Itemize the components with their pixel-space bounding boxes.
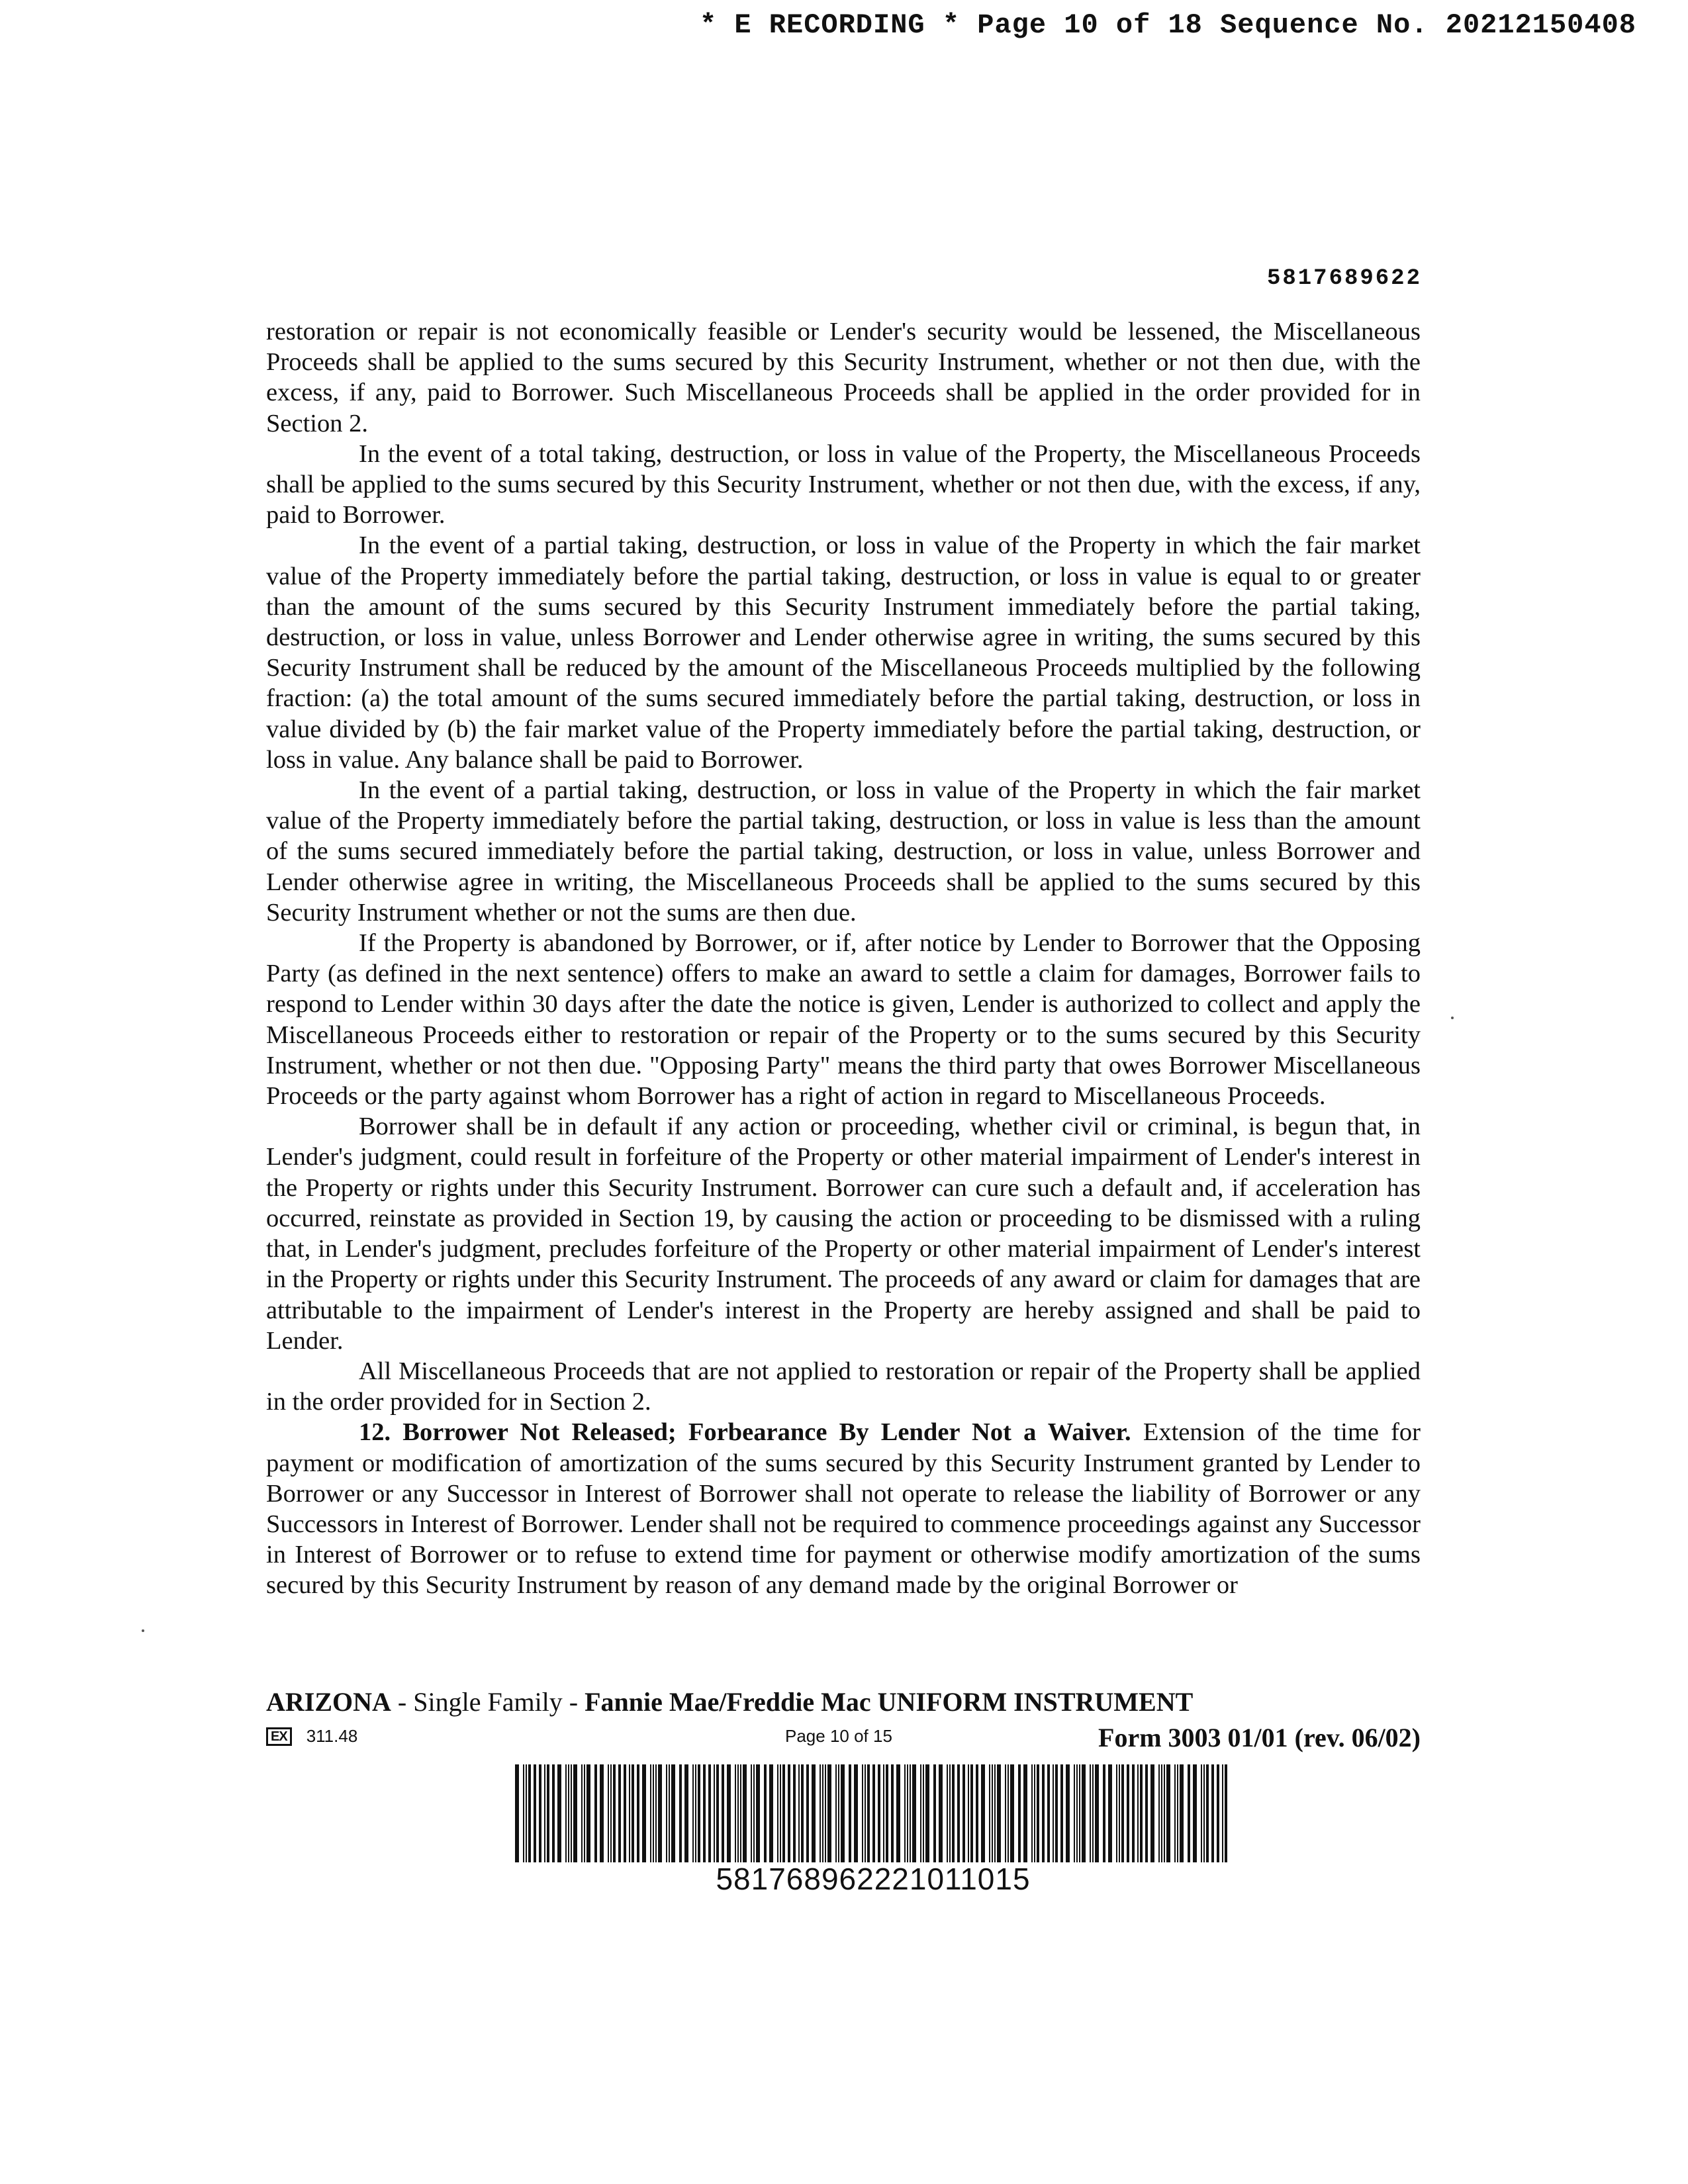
barcode-bar [1066, 1764, 1070, 1862]
barcode-bar [1018, 1764, 1021, 1862]
barcode-bar [571, 1764, 572, 1862]
paragraph-total-taking: In the event of a total taking, destruction, or loss in value of the Property, the Miscellaneous Proceeds shall be applied to the sums secured by this Security Instrument, whether or not then due, with the excess, if any, paid to Borrower. [266, 439, 1421, 529]
barcode-bar [1108, 1764, 1112, 1862]
barcode-bar [1201, 1764, 1202, 1862]
barcode-bar [838, 1764, 839, 1862]
barcode-bar [722, 1764, 724, 1862]
paragraph-abandonment: If the Property is abandoned by Borrower, or if, after notice by Lender to Borrower that the Opposing Party (as defined in the next sentence) offers to make an award to settle a claim for damages, Borrower fails to respond to Lender within 30 days after the date the notice is given, Lender is authorized to collect and apply the Miscellaneous Proceeds either to restoration or repair of the Property or to the sums secured by this Security Instrument, whether or not then due. "Opposing Party" means the third party that owes Borrower Miscellaneous Proceeds or the party against whom Borrower has a right of action in regard to Miscellaneous Proceeds. [266, 929, 1421, 1111]
footer-instrument: Fannie Mae/Freddie Mac UNIFORM INSTRUMENT [585, 1687, 1194, 1717]
barcode-bar [573, 1764, 577, 1862]
barcode-bar [910, 1764, 911, 1862]
barcode-bar [907, 1764, 908, 1862]
barcode-bar [698, 1764, 700, 1862]
barcode-bar [544, 1764, 545, 1862]
footer-form-number: Form 3003 01/01 (rev. 06/02) [1098, 1723, 1421, 1752]
barcode-bar [849, 1764, 851, 1862]
barcode-bar [793, 1764, 796, 1862]
barcode-bar [962, 1764, 965, 1862]
barcode-bar [1047, 1764, 1050, 1862]
barcode-bar [581, 1764, 583, 1862]
barcode-bar [769, 1764, 773, 1862]
barcode-bar [949, 1764, 951, 1862]
section-12-text: Extension of the time for payment or modification of amortization of the sums secured by this Security Instrument granted by Lender to Borrower or any Successor in Interest of Borrower shall not operate to release the liability of Borrower or any Successors in Interest of Borrower. Lender shall not be required to commence proceedings against any Successor in Interest of Borrower or to refuse to extend time for payment or otherwise modify amortization of the sums secured by this Security Instrument by reason of any demand made by the original Borrower or [266, 1418, 1421, 1600]
barcode-bar [1060, 1764, 1063, 1862]
barcode-bar [534, 1764, 536, 1862]
barcode-bar [568, 1764, 569, 1862]
barcode-bar [883, 1764, 884, 1862]
barcode-bar [1217, 1764, 1219, 1862]
barcode-bar [655, 1764, 657, 1862]
footer-code-group [266, 1726, 357, 1747]
barcode-bar [1203, 1764, 1205, 1862]
barcode-bar [862, 1764, 863, 1862]
barcode-bar [523, 1764, 524, 1862]
barcode-bar [827, 1764, 831, 1862]
paragraph-partial-taking-less: In the event of a partial taking, destruction, or loss in value of the Property in which the fair market value of the Property immediately before the partial taking, destruction, or loss in value is less than the amount of the sums secured immediately before the partial taking, destruction, or loss in value, unless Borrower and Lender otherwise agree in writing, the Miscellaneous Proceeds shall be applied to the sums secured by this Security Instrument whether or not the sums are then due. [266, 776, 1421, 927]
barcode-bar [1150, 1764, 1154, 1862]
barcode-bar [970, 1764, 973, 1862]
barcode-bar [764, 1764, 767, 1862]
barcode-bar [1103, 1764, 1105, 1862]
barcode-bar [886, 1764, 888, 1862]
ex-logo-icon: EX [266, 1727, 292, 1746]
footer-separator: - Single Family - [391, 1687, 585, 1717]
barcode-bar [1042, 1764, 1045, 1862]
barcode-bar [515, 1764, 519, 1862]
barcode-bar [1074, 1764, 1075, 1862]
barcode-bar [820, 1764, 821, 1862]
loan-number: 5817689622 [1266, 266, 1422, 291]
barcode-bar [1119, 1764, 1120, 1862]
barcode-bar [727, 1764, 731, 1862]
barcode-bar [1076, 1764, 1078, 1862]
barcode-bar [716, 1764, 719, 1862]
barcode-bar [1034, 1764, 1035, 1862]
barcode-bar [584, 1764, 585, 1862]
barcode-bar [1161, 1764, 1162, 1862]
barcode-bar [841, 1764, 845, 1862]
paragraph-application: All Miscellaneous Proceeds that are not applied to restoration or repair of the Property shall be applied in the order provided for in Section 2. [266, 1357, 1421, 1416]
barcode-bar [637, 1764, 639, 1862]
barcode-bar [968, 1764, 969, 1862]
barcode-bar [1164, 1764, 1165, 1862]
barcode-bar [1140, 1764, 1143, 1862]
barcode-bar [989, 1764, 990, 1862]
document-body [266, 316, 1421, 1601]
barcode-bar [528, 1764, 531, 1862]
barcode-bar [788, 1764, 790, 1862]
barcode-bar [613, 1764, 616, 1862]
barcode-bar [947, 1764, 948, 1862]
barcode-bar [981, 1764, 985, 1862]
barcode-bar [1053, 1764, 1054, 1862]
barcode-bar [1082, 1764, 1086, 1862]
barcode-bar [798, 1764, 800, 1862]
barcode-bar [825, 1764, 826, 1862]
barcode-bar [997, 1764, 1001, 1862]
barcode-bar [666, 1764, 667, 1862]
barcode-bar [904, 1764, 906, 1862]
barcode-bar [565, 1764, 567, 1862]
barcode-bar [1116, 1764, 1117, 1862]
barcode-bar [629, 1764, 630, 1862]
barcode-number: 581768962221011015 [716, 1862, 1031, 1896]
barcode-bar [557, 1764, 561, 1862]
barcode-bar [552, 1764, 555, 1862]
barcode-bar [854, 1764, 858, 1862]
barcode-bar [835, 1764, 837, 1862]
barcode-bar [1177, 1764, 1178, 1862]
barcode-bar [1180, 1764, 1184, 1862]
footer-row [266, 1722, 1421, 1752]
barcode-bar [740, 1764, 741, 1862]
barcode-bar [822, 1764, 823, 1862]
barcode-bar [867, 1764, 870, 1862]
barcode-bar [669, 1764, 670, 1862]
barcode-bar [1005, 1764, 1006, 1862]
barcode-bar [653, 1764, 654, 1862]
barcode-bar [610, 1764, 612, 1862]
paragraph-restoration-continued: restoration or repair is not economically feasible or Lender's security would be lessened, the Miscellaneous Proceeds shall be applied to the sums secured by this Security Instrument, whether or not then due, with the excess, if any, paid to Borrower. Such Miscellaneous Proceeds shall be applied in the order provided for in Section 2. [266, 318, 1421, 437]
barcode-bar [878, 1764, 880, 1862]
barcode-bar [1137, 1764, 1139, 1862]
barcode-bar [801, 1764, 804, 1862]
barcode-bar [753, 1764, 755, 1862]
barcode-bar [756, 1764, 760, 1862]
barcode-bar [618, 1764, 621, 1862]
barcode-bar [547, 1764, 549, 1862]
barcode-bar [1079, 1764, 1080, 1862]
barcode-bar [1010, 1764, 1014, 1862]
barcode-bar [1222, 1764, 1223, 1862]
barcode-bar [1008, 1764, 1009, 1862]
barcode-bar [1145, 1764, 1148, 1862]
barcode-bar [891, 1764, 894, 1862]
barcode-bar [896, 1764, 900, 1862]
barcode-bar [976, 1764, 978, 1862]
barcode-bar [952, 1764, 955, 1862]
barcode-bar [708, 1764, 711, 1862]
barcode-bar [912, 1764, 916, 1862]
barcode-bar [751, 1764, 752, 1862]
barcode-bar [632, 1764, 634, 1862]
barcode-bar [923, 1764, 924, 1862]
barcode-bar [679, 1764, 682, 1862]
barcode-bar [539, 1764, 541, 1862]
barcode-bar [692, 1764, 694, 1862]
footer-code: 311.48 [306, 1726, 358, 1746]
barcode-bar [1090, 1764, 1091, 1862]
barcode-bar [992, 1764, 993, 1862]
barcode-bar [933, 1764, 936, 1862]
barcode-bar [1158, 1764, 1160, 1862]
barcode-icon [515, 1764, 1231, 1862]
barcode-bar [658, 1764, 662, 1862]
paragraph-default: Borrower shall be in default if any action or proceeding, whether civil or criminal, is begun that, in Lender's judgment, could result in forfeiture of the Property or other material impairment of Lender's interest in the Property or rights under this Security Instrument. Borrower can cure such a default and, if acceleration has occurred, reinstate as provided in Section 19, by causing the action or proceeding to be dismissed with a ruling that, in Lender's judgment, precludes forfeiture of the Property or other material impairment of Lender's interest in the Property or rights under this Security Instrument. The proceeds of any award or claim for damages that are attributable to the impairment of Lender's interest in the Property are hereby assigned and shall be paid to Lender. [266, 1113, 1421, 1355]
footer-instrument-title [266, 1686, 1193, 1717]
barcode-bar [806, 1764, 809, 1862]
barcode-bar [1055, 1764, 1058, 1862]
barcode-bar [1206, 1764, 1209, 1862]
barcode-bar [735, 1764, 736, 1862]
footer-page-number: Page 10 of 15 [785, 1726, 892, 1746]
barcode-bar [586, 1764, 590, 1862]
barcode-bar [1193, 1764, 1197, 1862]
barcode-bar [994, 1764, 996, 1862]
barcode-bar [703, 1764, 706, 1862]
barcode-bar [1188, 1764, 1190, 1862]
footer-state: ARIZONA [266, 1687, 391, 1717]
barcode-bar [714, 1764, 715, 1862]
barcode-bar [782, 1764, 785, 1862]
barcode-bar [780, 1764, 781, 1862]
barcode-bar [743, 1764, 747, 1862]
barcode-bar [939, 1764, 943, 1862]
barcode-bar [526, 1764, 527, 1862]
barcode-bar [684, 1764, 688, 1862]
barcode-bar [1037, 1764, 1039, 1862]
barcode-bar [865, 1764, 866, 1862]
barcode-bar [1095, 1764, 1099, 1862]
barcode-bar [1174, 1764, 1176, 1862]
scan-speck [1451, 1017, 1454, 1019]
barcode-bar [925, 1764, 929, 1862]
barcode-bar [1023, 1764, 1027, 1862]
barcode-bar [1132, 1764, 1135, 1862]
barcode-bar [1211, 1764, 1214, 1862]
barcode-bar [624, 1764, 626, 1862]
barcode-bar [957, 1764, 960, 1862]
barcode-bar [1166, 1764, 1170, 1862]
barcode-bar [920, 1764, 921, 1862]
barcode-bar [1031, 1764, 1033, 1862]
barcode-bar [600, 1764, 604, 1862]
barcode-bar [1121, 1764, 1124, 1862]
scan-speck [142, 1629, 144, 1632]
barcode-bar [812, 1764, 816, 1862]
barcode-bar [594, 1764, 597, 1862]
barcode-bar [777, 1764, 778, 1862]
barcode-bar [650, 1764, 651, 1862]
section-12-paragraph [266, 1417, 1421, 1600]
barcode-bar [695, 1764, 696, 1862]
barcode-bar [642, 1764, 646, 1862]
barcode-bar [1225, 1764, 1227, 1862]
section-12-heading: 12. Borrower Not Released; Forbearance By Lender Not a Waiver. [359, 1418, 1131, 1447]
barcode-bar [872, 1764, 875, 1862]
barcode-bar [1127, 1764, 1129, 1862]
recording-stamp: * E RECORDING * Page 10 of 18 Sequence No. 20212150408 [699, 9, 1636, 41]
paragraph-partial-taking-greater: In the event of a partial taking, destruction, or loss in value of the Property in which the fair market value of the Property immediately before the partial taking, destruction, or loss in value is equal to or greater than the amount of the sums secured by this Security Instrument immediately before the partial taking, destruction, or loss in value, unless Borrower and Lender otherwise agree in writing, the sums secured by this Security Instrument shall be reduced by the amount of the Miscellaneous Proceeds multiplied by the following fraction: (a) the total amount of the sums secured immediately before the partial taking, destruction, or loss in value divided by (b) the fair market value of the Property immediately before the partial taking, destruction, or loss in value. Any balance shall be paid to Borrower. [266, 531, 1421, 774]
barcode-bar [608, 1764, 609, 1862]
barcode-bar [1092, 1764, 1094, 1862]
barcode-bar [671, 1764, 675, 1862]
barcode-bar [737, 1764, 739, 1862]
